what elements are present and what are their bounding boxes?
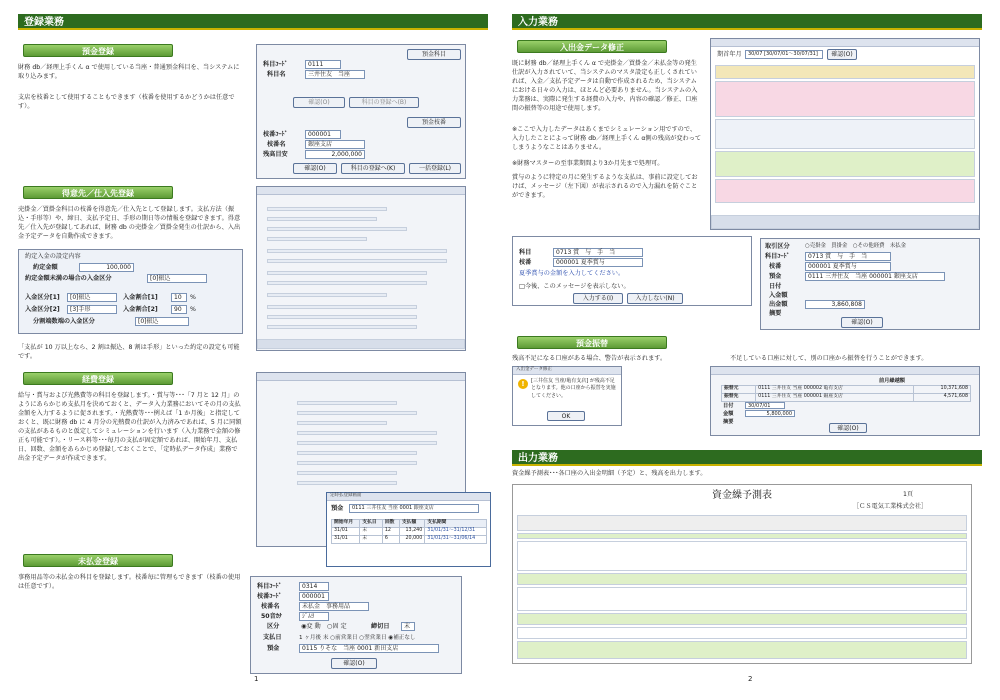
form-line	[267, 259, 447, 263]
entry-confirm-button[interactable]: 確認(O)	[841, 317, 883, 328]
reminder-branch-label: 枝番	[519, 259, 532, 266]
customer-screen-titlebar	[257, 187, 465, 195]
report-title: 資金繰予測表	[712, 490, 772, 501]
expense-desc: 給与・賞与および光熱費等の科目を登録します。・賞与等･･･「7 月と 12 月」のようにあらかじめ支払月を決めておくと、データ入力業務においてその月の支払金額を入力するように促されます。・光熱費等･･･例えば「1 か月後」と指定しておくと、既に財務 db に 4 月分の光熱費の仕訳が入力済みであれば、5 月に同額の支払があるものと仮定してシミュレーションを行います（入力業務で金額の修正も可能です）。・リース料等･･･毎月の支払が固定額であれば、開始年月、支払日、回数、金額をあらかじめ登録しておくことで、「定時払データ作成」業務で出金予定データが作成できます。	[18, 392, 242, 462]
popup-deposit-label: 預金	[331, 505, 344, 512]
table-cell: 0111 三井住友 当座 000001 銀座支店	[756, 393, 914, 401]
contract-panel	[18, 249, 243, 334]
shortage-alert-text: [三井住友 当座/亀有支店] が残高不足となります。他の口座から振替を実施してください。	[531, 378, 616, 399]
payable-screen	[250, 576, 462, 674]
reminder-dialog	[512, 236, 752, 306]
ratio-1-unit: %	[190, 294, 196, 301]
cashflow-desc: 既に財務 db／経理上手くん α で売掛金／買掛金／未払金等の発生仕訳が入力されていて、当システムのマスタ設定も正しくされていれば、入金／支払予定データは自動で作成されるため、当システムにおける日々の入力は、ほとんど必要ありません。当システムの入力業務は、実際に発生する経費の入力や、内容の確認／修正、口座間の振替等の用途で使用します。	[512, 60, 698, 112]
function-key-bar[interactable]	[257, 339, 465, 349]
report-page: 1頁	[903, 491, 914, 498]
table-cell: 振替先	[722, 393, 756, 401]
page-1	[18, 14, 488, 684]
table-rows-block[interactable]	[715, 119, 975, 149]
payable-desc: 事務用品等の未払金の科目を登録します。枝番毎に管理もできます（枝番の使用は任意です）。	[18, 574, 241, 590]
col-header: 支払額	[399, 520, 424, 528]
cashflow-screen-titlebar	[711, 39, 979, 47]
branch-code-label: 枝番ｺｰﾄﾞ	[263, 131, 288, 138]
heading-customer-registration: 得意先／仕入先登録	[23, 186, 173, 199]
form-line	[267, 217, 377, 221]
table-cell: 振替元	[722, 386, 756, 394]
table-row[interactable]	[722, 386, 971, 394]
transfer-form-titlebar	[711, 367, 979, 375]
entry-account-field[interactable]: 0713 賞 与 手 当	[805, 252, 891, 261]
table-row[interactable]	[332, 535, 487, 543]
transfer-memo-label: 摘要	[723, 419, 734, 425]
transfer-desc-2: 不足している口座に対して、別の口座から振替を行うことができます。	[730, 355, 928, 362]
table-cell: 20,000	[399, 535, 424, 543]
cashflow-note-3: 賞与のように特定の月に発生するような支払は、事前に設定しておけば、メッセージ（左下図）が表示されるので入力漏れを防ぐことができます。	[512, 174, 698, 199]
contract-note: 「支払が 10 万以上なら、2 割は振込、8 割は手形」といった約定の設定も可能です。	[18, 344, 240, 360]
below-contract-label: 約定金額未満の場合の入金区分	[25, 275, 112, 282]
customer-screen	[256, 186, 466, 351]
cashflow-note-2: ※財務マスターの至事業期間より3か月先まで処理可。	[512, 160, 664, 167]
report-rows	[517, 541, 967, 571]
entry-form	[760, 238, 980, 330]
payable-branch-name-field[interactable]: 未払金 事務用品	[299, 602, 369, 611]
form-line	[267, 207, 387, 211]
table-row[interactable]	[722, 393, 971, 401]
skip-button[interactable]: 入力しない(N)	[627, 293, 683, 304]
form-line	[267, 315, 417, 319]
cashflow-note-1: ※ここで入力したデータはあくまでシミュレーション用ですので、入力したことによって財務 db／経理上手くん α側の残高が変わってしまうようなことはありません。	[512, 126, 702, 151]
deposit-note: 支店を枝番として使用することもできます（枝番を使用するかどうかは任意です）。	[18, 94, 235, 110]
entry-date-label: 日付	[769, 283, 782, 290]
contract-amount-label: 約定金額	[33, 264, 58, 271]
prev-balance-header: 前月繰越額	[879, 378, 905, 384]
table-cell: 4,571,608	[913, 393, 970, 401]
branch-name-field[interactable]: 銀座支店	[305, 140, 365, 149]
payable-deposit-label: 預金	[267, 645, 280, 652]
customer-desc: 売掛金／買掛金科目の枝番を得意先／仕入先として登録します。支払方法（振込・手形等）や、締日、支払予定日、手形の期日等の情報を登録できます。得意先／仕入先が登録してあれば、財務 db の売掛金／買掛金発生の仕訳から、入出金予定データを自動作成できます。	[18, 206, 241, 240]
table-row[interactable]	[332, 527, 487, 535]
entry-outgo-field[interactable]: 3,860,808	[805, 300, 865, 309]
form-line	[297, 461, 417, 465]
table-rows-block[interactable]	[715, 81, 975, 117]
table-cell: 12	[382, 527, 399, 535]
popup-deposit-field[interactable]: 0111 三井住友 当座 0001 銀座支店	[349, 504, 479, 513]
heading-expense-registration: 経費登録	[23, 372, 173, 385]
form-line	[297, 431, 437, 435]
input-button[interactable]: 入力する(I)	[573, 293, 623, 304]
form-line	[267, 325, 417, 329]
report-company: ［ＣＳ電気工業株式会社］	[853, 503, 928, 510]
deposit-screen	[256, 44, 466, 179]
account-name-label: 科目名	[267, 71, 286, 78]
fixed-payment-table	[331, 519, 487, 544]
contract-panel-title: 約定入金の設定内容	[25, 253, 81, 260]
reminder-account-label: 科目	[519, 249, 532, 256]
entry-type-label: 取引区分	[765, 243, 790, 250]
balance-label: 残高目安	[263, 151, 288, 158]
deposit-type-2-label: 入金区分[2]	[25, 306, 60, 313]
page-number: 2	[748, 674, 753, 683]
type-label: 区分	[267, 623, 280, 630]
entry-account-label: 科目ｺｰﾄﾞ	[765, 253, 790, 260]
kana-field[interactable]: ｼﾞﾑﾖ	[299, 612, 329, 621]
table-cell: 31/01/31～31/06/14	[425, 535, 487, 543]
remainder-label: 分割端数端の入金区分	[33, 318, 95, 325]
form-line	[297, 481, 397, 485]
tab-branch[interactable]: 預金枝番	[407, 117, 461, 128]
deposit-desc: 財務 db／経理上手くん α で使用している当座・普通預金科目を、当システムに取り込みます。	[18, 64, 240, 80]
confirm-button[interactable]: 確認(O)	[293, 97, 345, 108]
form-line	[267, 237, 367, 241]
transfer-desc-1: 残高不足になる口座がある場合、警告が表示されます。	[512, 355, 667, 362]
reminder-branch-field: 000001 夏季賞与	[553, 258, 643, 267]
section-header-output: 出力業務	[512, 450, 982, 466]
entry-branch-label: 枝番	[769, 263, 782, 270]
function-key-bar[interactable]	[711, 215, 979, 229]
warning-icon: !	[518, 379, 528, 389]
report-rows	[517, 627, 967, 639]
form-line	[297, 411, 417, 415]
deposit-type-1-label: 入金区分[1]	[25, 294, 60, 301]
ratio-2-unit: %	[190, 306, 196, 313]
report-row	[517, 641, 967, 659]
table-cell: 末	[360, 535, 383, 543]
below-contract-select[interactable]: [0]振込	[147, 274, 207, 283]
table-cell: 31/01	[332, 535, 360, 543]
cutoff-label: 締切日	[371, 623, 390, 630]
account-name-field[interactable]: 三井住友 当座	[305, 70, 365, 79]
payable-branch-code-field[interactable]: 000001	[299, 592, 329, 601]
register-account-button-2[interactable]: 科目の登録へ(K)	[341, 163, 405, 174]
cashflow-screen	[710, 38, 980, 230]
transfer-form	[710, 366, 980, 436]
form-line	[267, 293, 387, 297]
table-rows-block[interactable]	[715, 151, 975, 177]
expense-screen-titlebar	[257, 373, 465, 381]
page-number: 1	[254, 674, 259, 683]
kana-label: 50音ｶﾅ	[261, 613, 282, 620]
form-line	[297, 421, 387, 425]
table-header	[715, 65, 975, 79]
table-cell: 13,240	[399, 527, 424, 535]
report-row	[517, 533, 967, 539]
form-line	[267, 271, 427, 275]
form-line	[297, 451, 417, 455]
col-header: 支払期間	[425, 520, 487, 528]
heading-transfer: 預金振替	[517, 336, 667, 349]
payable-confirm-button[interactable]: 確認(O)	[331, 658, 377, 669]
transfer-date-field[interactable]: 30/07/01	[745, 402, 785, 409]
heading-deposit-registration: 預金登録	[23, 44, 173, 57]
transfer-date-label: 日付	[723, 403, 734, 409]
type-radio-group[interactable]: ◉変 動 ○固 定	[301, 623, 347, 630]
payable-deposit-field[interactable]: 0115 りそな 当座 0001 新田支店	[299, 644, 439, 653]
form-line	[267, 227, 407, 231]
register-account-button[interactable]: 科目の登録へ(B)	[349, 97, 419, 108]
payable-branch-code-label: 枝番ｺｰﾄﾞ	[257, 593, 282, 600]
table-rows-block[interactable]	[715, 179, 975, 203]
batch-register-button[interactable]: 一括登録(L)	[409, 163, 461, 174]
cashflow-report	[512, 484, 972, 664]
pay-date-label: 支払日	[263, 634, 282, 641]
remainder-select[interactable]: [0]振込	[135, 317, 189, 326]
table-cell: 6	[382, 535, 399, 543]
fixed-payment-popup	[326, 492, 491, 567]
shortage-alert	[512, 366, 622, 426]
table-cell: 31/01	[332, 527, 360, 535]
form-line	[267, 305, 417, 309]
table-cell: 10,371,608	[913, 386, 970, 394]
section-header-registration: 登録業務	[18, 14, 488, 30]
period-field[interactable]: 30/07 [30/07/01～30/07/31]	[745, 50, 823, 59]
ratio-2-label: 入金割合[2]	[123, 306, 158, 313]
form-line	[297, 471, 397, 475]
table-cell: 0111 三井住友 当座 000002 亀有支店	[756, 386, 914, 394]
entry-outgo-label: 出金額	[769, 301, 788, 308]
section-header-input: 入力業務	[512, 14, 982, 30]
contract-amount-field[interactable]: 100,000	[79, 263, 134, 272]
period-label: 期首年月	[717, 51, 742, 58]
account-code-field[interactable]: 0111	[305, 60, 341, 69]
report-row	[517, 573, 967, 585]
dont-show-checkbox[interactable]: □今後、このメッセージを表示しない。	[519, 283, 630, 290]
payable-account-code-field[interactable]: 0314	[299, 582, 329, 591]
transfer-amount-label: 金額	[723, 411, 734, 417]
ratio-1-label: 入金割合[1]	[123, 294, 158, 301]
tab-deposit-account[interactable]: 預金科目	[407, 49, 461, 60]
payable-account-code-label: 科目ｺｰﾄﾞ	[257, 583, 282, 590]
alert-ok-button[interactable]: OK	[547, 411, 585, 421]
ratio-2-field[interactable]: 90	[171, 305, 187, 314]
fixed-payment-popup-title: 定時払登録画面	[327, 493, 490, 501]
deposit-type-2-select[interactable]: [3]手形	[67, 305, 117, 314]
entry-deposit-label: 預金	[769, 273, 782, 280]
col-header: 開始年月	[332, 520, 360, 528]
entry-income-label: 入金額	[769, 292, 788, 299]
shortage-alert-title: 入出金データ修正	[513, 367, 621, 375]
cashflow-confirm-button[interactable]: 確認(O)	[827, 49, 857, 60]
branch-name-label: 枝番名	[267, 141, 286, 148]
page-2	[512, 14, 982, 684]
heading-cashflow-edit: 入出金データ修正	[517, 40, 667, 53]
payable-branch-name-label: 枝番名	[261, 603, 280, 610]
reminder-account-field: 0713 賞 与 手 当	[553, 248, 643, 257]
form-line	[267, 249, 447, 253]
col-header: 支払日	[360, 520, 383, 528]
form-line	[267, 281, 427, 285]
cutoff-field[interactable]: 末	[401, 622, 415, 631]
reminder-message: 夏季賞与の金額を入力してください。	[519, 270, 625, 277]
transfer-table	[721, 385, 971, 402]
confirm-button-2[interactable]: 確認(O)	[293, 163, 337, 174]
balance-field[interactable]: 2,000,000	[305, 150, 365, 159]
branch-code-field[interactable]: 000001	[305, 130, 341, 139]
table-cell: 末	[360, 527, 383, 535]
form-line	[297, 441, 437, 445]
form-line	[297, 401, 397, 405]
ratio-1-field[interactable]: 10	[171, 293, 187, 302]
heading-payable-registration: 未払金登録	[23, 554, 173, 567]
entry-deposit-field[interactable]: 0111 三井住友 当座 000001 銀座支店	[805, 272, 945, 281]
pay-date-options[interactable]: 1 ヶ月後 末 ○前営業日 ○翌営業日 ◉補正なし	[299, 635, 416, 641]
output-desc: 資金繰予測表･･･各口座の入出金明細（予定）と、残高を出力します。	[512, 470, 707, 477]
entry-type-radio[interactable]: ○売掛金 買掛金 ○その他経費 未払金	[805, 243, 907, 249]
entry-branch-field[interactable]: 000001 夏季賞与	[805, 262, 891, 271]
report-row	[517, 613, 967, 625]
deposit-type-1-select[interactable]: [0]振込	[67, 293, 117, 302]
transfer-amount-field[interactable]: 5,800,000	[745, 410, 795, 417]
entry-memo-label: 摘要	[769, 310, 782, 317]
report-header	[517, 515, 967, 531]
report-rows	[517, 587, 967, 611]
table-cell: 31/01/31～31/12/31	[425, 527, 487, 535]
transfer-confirm-button[interactable]: 確認(O)	[829, 423, 867, 433]
account-code-label: 科目ｺｰﾄﾞ	[263, 61, 288, 68]
col-header: 回数	[382, 520, 399, 528]
